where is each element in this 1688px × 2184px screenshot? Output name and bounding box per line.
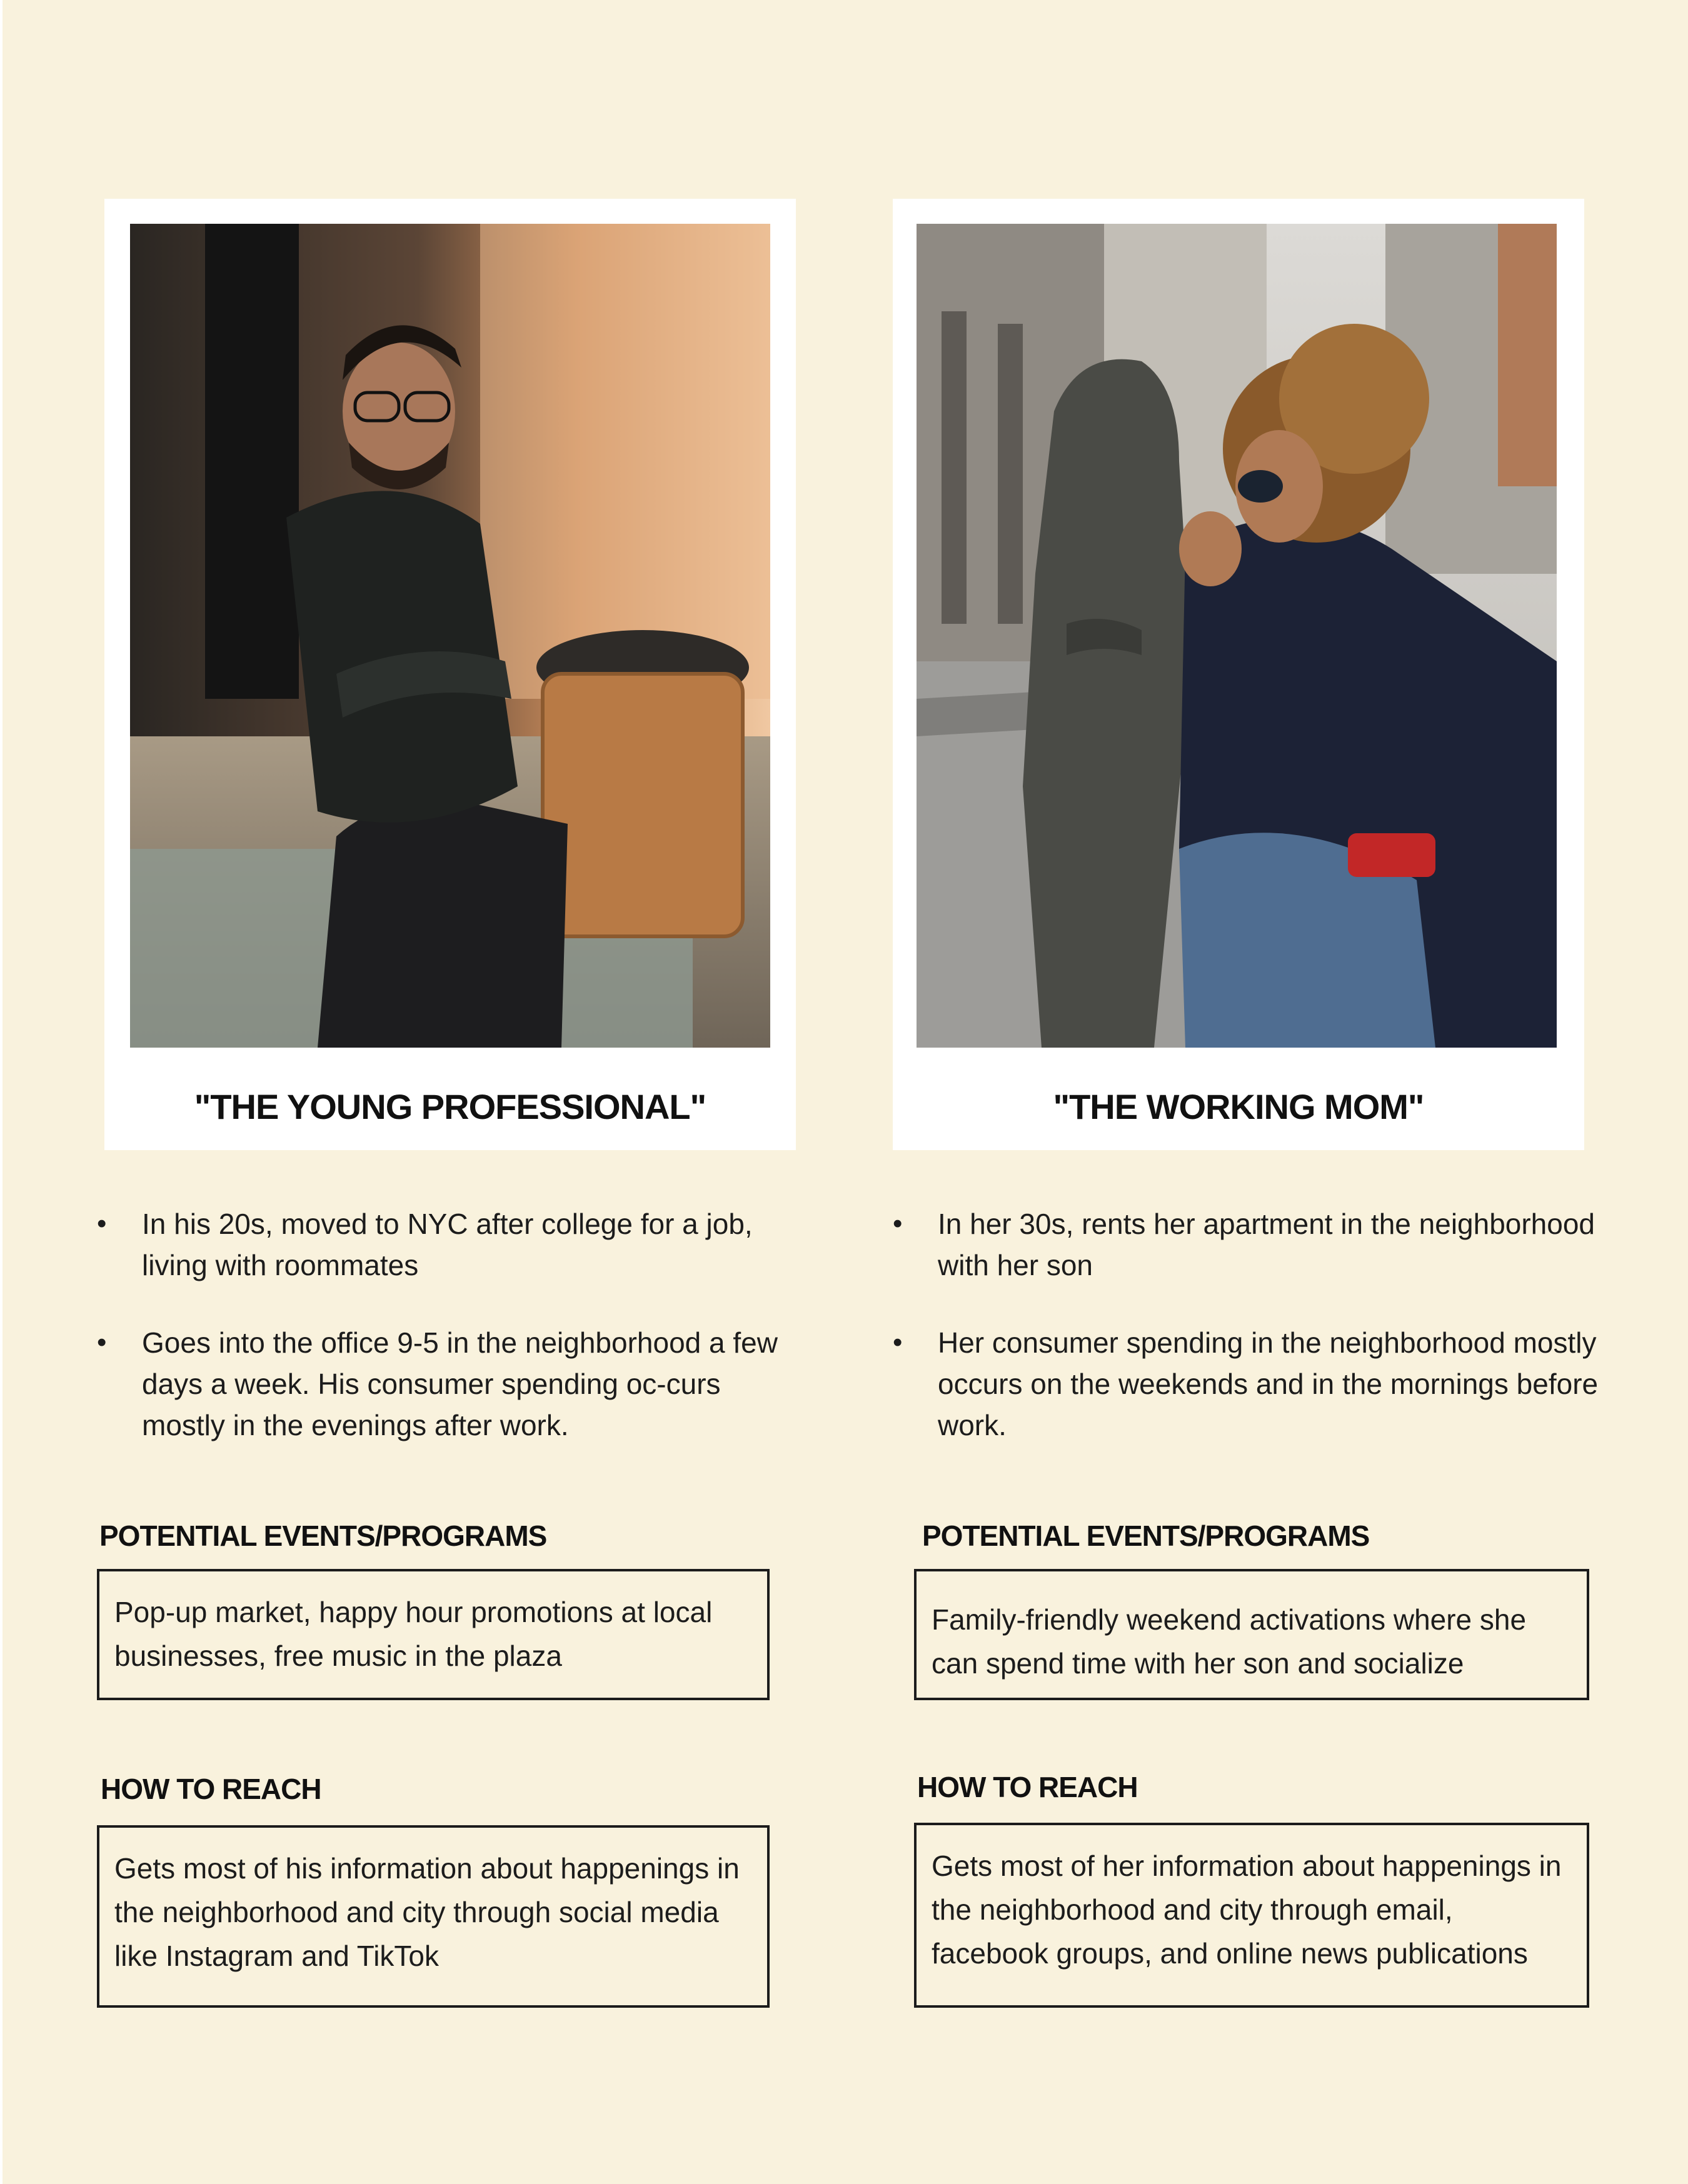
page-edge: [0, 0, 3, 2184]
persona-card-working-mom: [893, 199, 1584, 1150]
trait-bullet: • Goes into the office 9-5 in the neighborhood a few days a week. His consumer spending oc-curs mostly in the evenings after work.: [97, 1322, 810, 1446]
trait-bullet: • In her 30s, rents her apartment in the neighborhood with her son: [893, 1203, 1605, 1286]
trait-bullet: • Her consumer spending in the neighborhood mostly occurs on the weekends and in the mornings before work.: [893, 1322, 1605, 1446]
reach-heading: HOW TO REACH: [101, 1773, 321, 1805]
events-text: Pop-up market, happy hour promotions at local businesses, free music in the plaza: [114, 1596, 713, 1672]
reach-heading: HOW TO REACH: [917, 1771, 1138, 1803]
reach-box: [97, 1825, 770, 2008]
events-box: [914, 1569, 1589, 1700]
persona-traits-young-professional: [97, 1203, 810, 1482]
persona-title: "THE YOUNG PROFESSIONAL": [194, 1087, 706, 1126]
events-box: [97, 1569, 770, 1700]
trait-bullet: • In his 20s, moved to NYC after college for a job, living with roommates: [97, 1203, 810, 1286]
reach-text: Gets most of her information about happenings in the neighborhood and city through email, facebook groups, and online news publications: [932, 1850, 1562, 1970]
events-heading: POTENTIAL EVENTS/PROGRAMS: [922, 1520, 1370, 1552]
young-professional-photo: [130, 224, 770, 1048]
reach-text: Gets most of his information about happenings in the neighborhood and city through social media like Instagram and TikTok: [114, 1852, 740, 1972]
working-mom-photo: [917, 224, 1557, 1048]
reach-box: [914, 1823, 1589, 2008]
events-text: Family-friendly weekend activations where she can spend time with her son and socialize: [932, 1603, 1527, 1680]
persona-card-young-professional: [104, 199, 796, 1150]
persona-title: "THE WORKING MOM": [1053, 1087, 1424, 1126]
persona-traits-working-mom: [893, 1203, 1605, 1482]
events-heading: POTENTIAL EVENTS/PROGRAMS: [99, 1520, 547, 1552]
